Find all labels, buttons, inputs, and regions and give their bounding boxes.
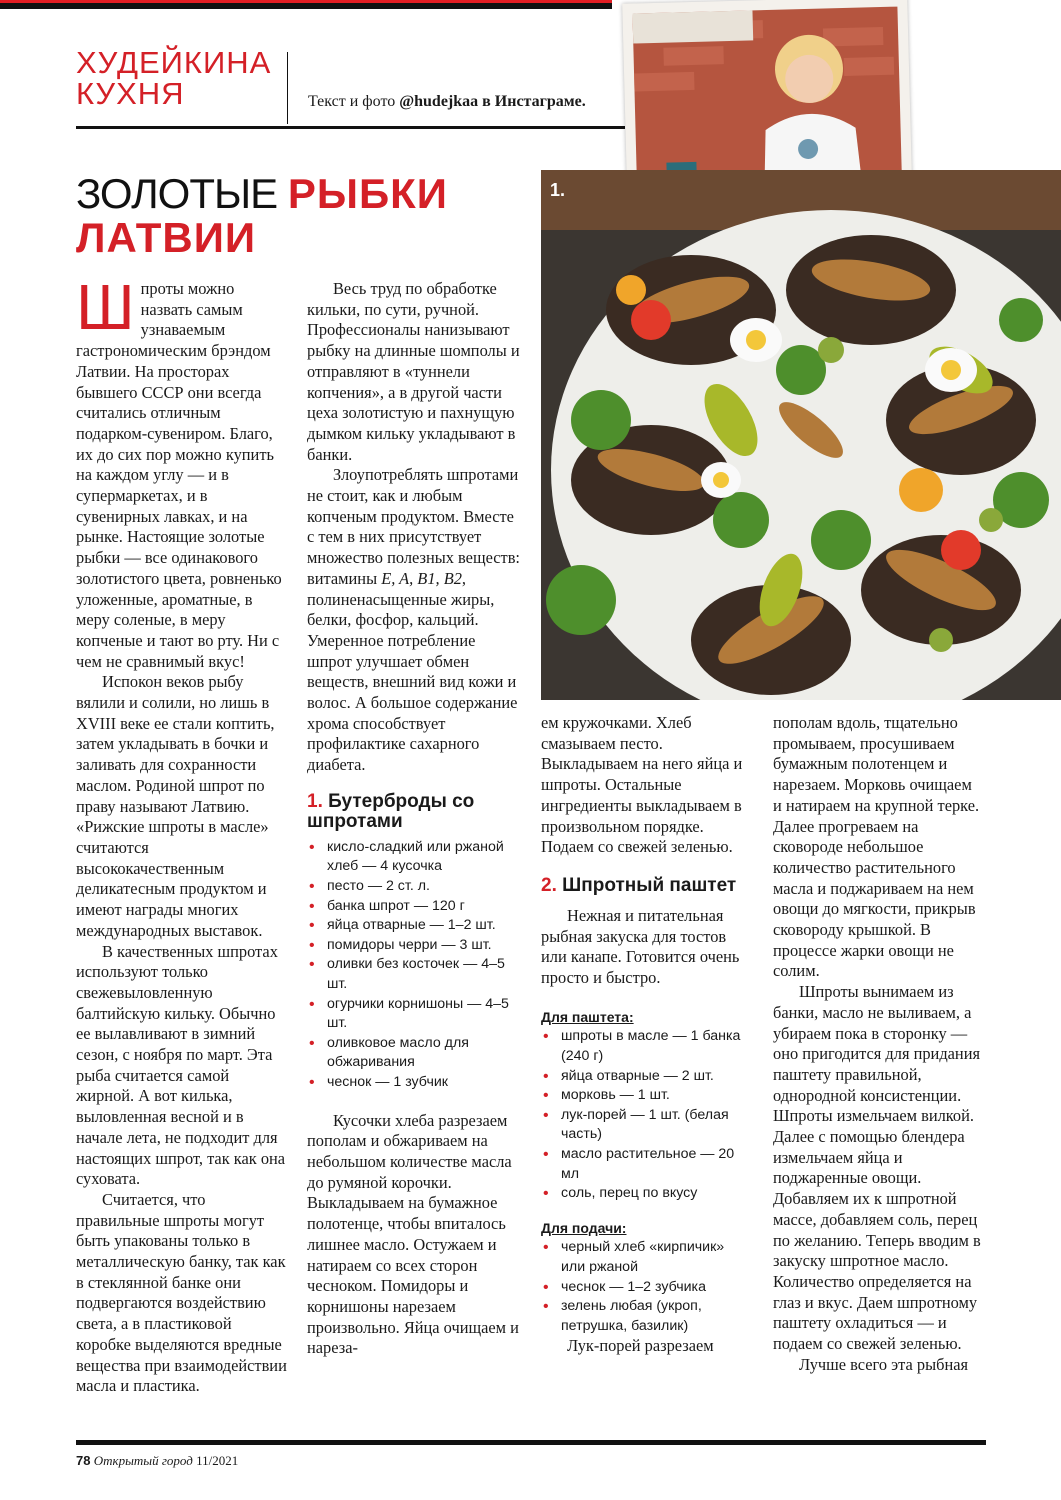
credit-prefix: Текст и фото xyxy=(308,93,400,110)
recipe-2-title: Шпротный паштет xyxy=(562,874,737,896)
author-credit xyxy=(308,93,586,111)
col2-paragraph-1: Весь труд по обработке кильки, по сути, ручной. Профессионалы нанизывают рыбку на длинные шомполы и отправляют в «туннели копчения», а в другой части цеха золотистую и пахнущую дымком кильку укладывают в банки. xyxy=(307,279,520,464)
ingredient-item: • зелень любая (укроп, петрушка, базилик) xyxy=(541,1297,747,1336)
magazine-name: Открытый город xyxy=(93,1453,193,1468)
header-rule xyxy=(76,126,625,129)
recipe-1-title: Бутерброды со шпротами xyxy=(307,790,475,832)
sprat-sandwiches-plate-image xyxy=(541,170,1061,700)
rubric-divider xyxy=(287,52,288,124)
top-red-accent xyxy=(0,0,612,3)
page-footer xyxy=(76,1453,238,1469)
ingredient-item: • яйца отварные — 2 шт. xyxy=(541,1067,747,1087)
col1-paragraph-1-text: проты можно назвать самым узнаваемым гастрономическим брэндом Латвии. На просторах бывшего СССР они всегда считались отличным подарком-сувениром. Благо, их до сих пор можно купить на каждом углу — и в супермаркетах, и в сувенирных лавках, и на рынке. Настоящие золотые рыбки — все одинакового золотистого цвета, ровненько уложенные, ароматные, в меру соленые, в меру копченые и тают во рту. Ни с чем не сравнимый вкус! xyxy=(76,279,282,671)
article-headline xyxy=(76,172,536,260)
rubric-title xyxy=(76,47,271,109)
ingredient-item: • песто — 2 ст. л. xyxy=(307,877,521,897)
ingredient-item: • соль, перец по вкусу xyxy=(541,1184,747,1204)
page-number: 78 xyxy=(76,1453,91,1468)
ingredient-item: • морковь — 1 шт. xyxy=(541,1086,747,1106)
col3-paragraph-1: ем кружочками. Хлеб смазываем песто. Выкладываем на него яйца и шпроты. Остальные ингредиенты выкладываем в произвольном порядке. Подаем со свежей зеленью. xyxy=(541,713,743,857)
footer-rule xyxy=(76,1440,986,1445)
food-photo xyxy=(541,170,1061,700)
ingredient-item: • чеснок — 1–2 зубчика xyxy=(541,1278,747,1298)
recipe-1-number: 1. xyxy=(307,790,323,812)
serving-ingredients xyxy=(541,1238,747,1336)
ingredient-item: • оливки без косточек — 4–5 шт. xyxy=(307,955,521,994)
ingredient-item: • масло растительное — 20 мл xyxy=(541,1145,747,1184)
col2-p2-text-a: Злоупотреблять шпротами не стоит, как и любым копченым продуктом. Вместе с тем в них присутствует множество полезных веществ: витамины xyxy=(307,465,520,588)
col3-paragraph-2: Нежная и питательная рыбная закуска для тостов или канапе. Готовится очень просто и быстро. xyxy=(541,905,740,988)
column-1 xyxy=(76,271,288,1397)
ingredient-item: • банка шпрот — 120 г xyxy=(307,897,521,917)
column-4 xyxy=(773,713,983,1376)
rubric-line-2: КУХНЯ xyxy=(76,76,185,111)
recipe-2-heading xyxy=(541,876,747,896)
ingredient-item: • помидоры черри — 3 шт. xyxy=(307,936,521,956)
ingredient-item: • чеснок — 1 зубчик xyxy=(307,1073,521,1093)
serving-subheading: Для подачи: xyxy=(541,1219,627,1236)
col4-paragraph-2: Шпроты вынимаем из банки, масло не выливаем, а убираем пока в сторонку — оно пригодится для придания паштету правильной, однородной консистенции. Шпроты измельчаем вилкой. Далее с помощью блендера измельчаем яйца и поджаренные овощи. Добавляем их к шпротной массе, добавляем соль, перец по желанию. Теперь вводим в закуску шпротное масло. Количество определяется на глаз и вкус. Даем шпротному паштету охладиться — и подаем со свежей зеленью. xyxy=(773,982,981,1354)
headline-part-1: ЗОЛОТЫЕ xyxy=(76,170,288,217)
col2-p2-vitamins: E, A, B1, B2 xyxy=(381,568,462,588)
headline-part-3: ЛАТВИИ xyxy=(76,214,257,261)
pate-ingredients xyxy=(541,1027,747,1203)
column-2 xyxy=(307,279,521,1359)
recipe-2-number: 2. xyxy=(541,874,557,896)
col4-paragraph-3: Лучше всего эта рыбная xyxy=(799,1354,969,1374)
photo-number: 1. xyxy=(550,180,566,200)
col1-paragraph-3: В качественных шпротах используют только свежевыловленную балтийскую кильку. Обычно ее вылавливают в зимний сезон, с ноября по март. Эта рыба считается самой жирной. А вот килька, выловленная весной и в начале лета, не подходит для настоящих шпрот, так как она суховата. xyxy=(76,941,286,1189)
col2-paragraph-3: Кусочки хлеба разрезаем пополам и обжариваем на небольшом количестве масла до румяной корочки. Выкладываем на бумажное полотенце, чтобы впиталось лишнее масло. Остужаем и натираем со всех сторон чесноком. Помидоры и корнишоны нарезаем произвольно. Яйца очищаем и нареза- xyxy=(307,1110,519,1358)
ingredient-item: • черный хлеб «кирпичик» или ржаной xyxy=(541,1238,747,1277)
ingredient-item: • огурчики корнишоны — 4–5 шт. xyxy=(307,995,521,1034)
column-3 xyxy=(541,713,747,1357)
rubric-line-1: ХУДЕЙКИНА xyxy=(76,45,272,80)
ingredient-item: • кисло-сладкий или ржаной хлеб — 4 кусочка xyxy=(307,838,521,877)
magazine-issue: 11/2021 xyxy=(196,1453,239,1468)
col4-paragraph-1: пополам вдоль, тщательно промываем, просушиваем бумажным полотенцем и нарезаем. Морковь очищаем и натираем на крупной терке. Далее прогреваем на сковороде небольшое количество растительного масла и поджариваем на нем овощи до мягкости, прикрыв сковороду крышкой. В процессе жарки овощи не солим. xyxy=(773,713,980,981)
col1-paragraph-2: Испокон веков рыбу вялили и солили, но лишь в XVIII веке ее стали коптить, затем укладывать в бочки и заливать для сохранности маслом. Родиной шпрот по праву называют Латвию. «Рижские шпроты в масле» считаются высококачественным деликатесным продуктом и имеют награды многих международных выставок. xyxy=(76,672,275,940)
col2-p2-text-b: , полиненасыщенные жиры, белки, фосфор, кальций. Умеренное потребление шпрот улучшает обмен веществ, внешний вид кожи и волос. А большое содержание хрома способствует профилактике сахарного диабета. xyxy=(307,568,518,775)
dropcap: Ш xyxy=(76,271,135,343)
ingredient-item: • шпроты в масле — 1 банка (240 г) xyxy=(541,1027,747,1066)
col3-paragraph-3: Лук-порей разрезаем xyxy=(567,1336,714,1356)
ingredient-item: • яйца отварные — 1–2 шт. xyxy=(307,916,521,936)
ingredient-item: • оливковое масло для обжаривания xyxy=(307,1034,521,1073)
headline-part-2: РЫБКИ xyxy=(287,170,448,217)
recipe-1-ingredients xyxy=(307,838,521,1093)
col2-paragraph-2 xyxy=(307,465,521,776)
ingredient-item: • лук-порей — 1 шт. (белая часть) xyxy=(541,1106,747,1145)
credit-handle: @hudejkaa в Инстаграме. xyxy=(399,93,586,110)
pate-subheading: Для паштета: xyxy=(541,1008,634,1025)
col1-paragraph-4: Считается, что правильные шпроты могут быть упакованы только в металлическую банку, так как в стеклянной банке они подвергаются воздействию света, а в пластиковой коробке выделяются вредные вещества при взаимодействии масла и пластика. xyxy=(76,1189,287,1396)
col1-paragraph-1 xyxy=(76,271,288,672)
recipe-1-heading xyxy=(307,792,521,832)
